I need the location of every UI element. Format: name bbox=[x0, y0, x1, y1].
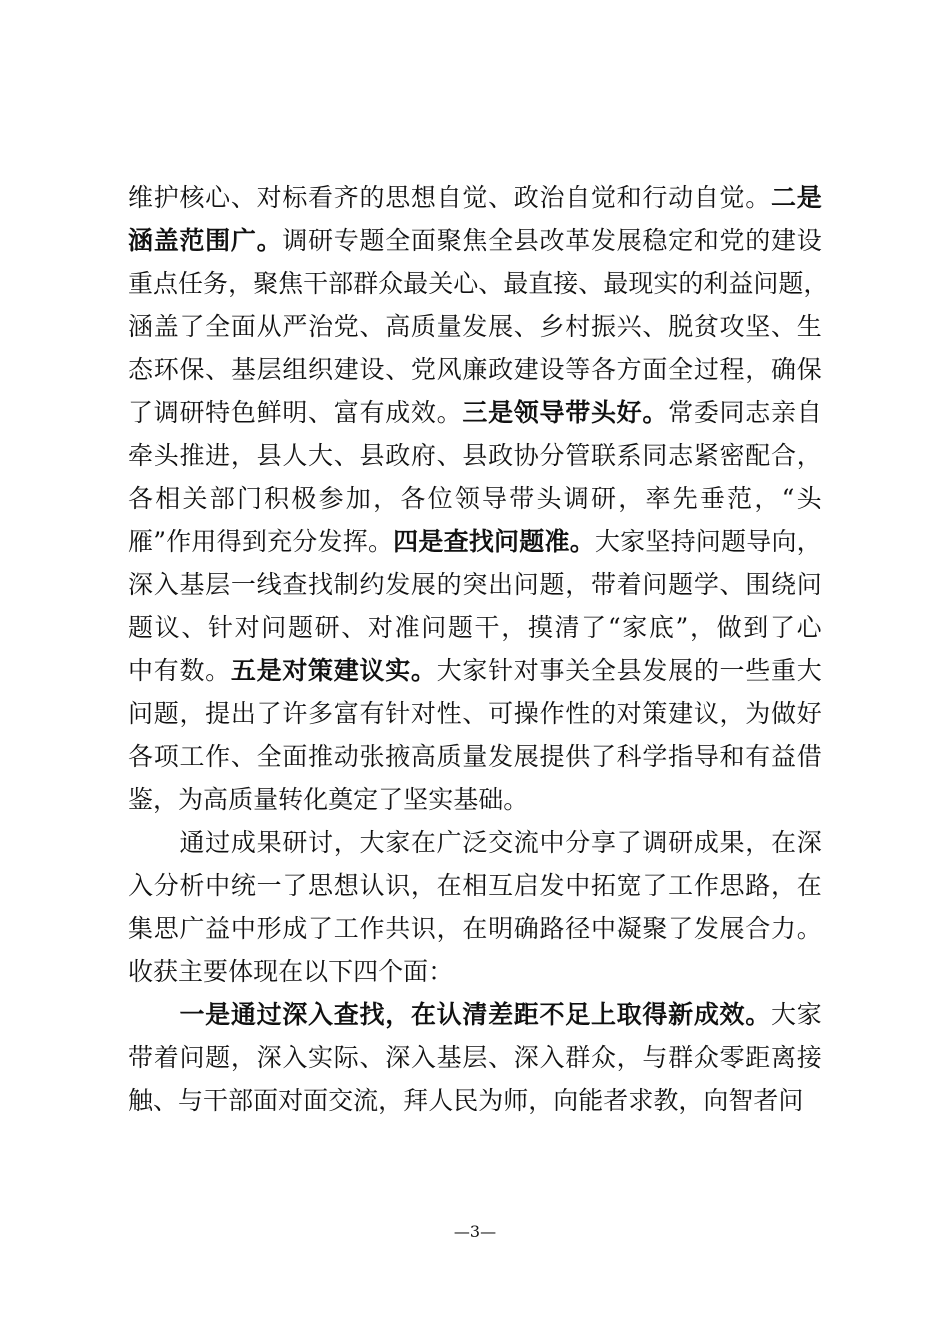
document-body bbox=[128, 176, 829, 1122]
paragraph bbox=[128, 821, 822, 993]
paragraph bbox=[128, 993, 822, 1122]
text-line: 牵 头 推 进 ， 县 人 大 、 县 政 府 、 县 政 协 分 管 联 系 同 志 紧 密 配 合 ， bbox=[128, 441, 822, 470]
paragraph bbox=[128, 176, 829, 821]
text-line: 通 过 成 果 研 讨 ， 大 家 在 广 泛 交 流 中 分 享 了 调 研 成 果 ， 在 深 bbox=[179, 828, 822, 857]
text-line: 入 分 析 中 统 一 了 思 想 认 识 ， 在 相 互 启 发 中 拓 宽 了 工 作 思 路 ， 在 bbox=[128, 871, 822, 900]
text-line: 中 有 数 。 五 是 对 策 建 议 实 。 大 家 针 对 事 关 全 县 发 展 的 一 些 重 大 bbox=[128, 656, 822, 685]
text-line: 一 是 通 过 深 入 查 找 ， 在 认 清 差 距 不 足 上 取 得 新 成 效 。 大 家 bbox=[179, 1000, 822, 1029]
text-line: 了 调 研 特 色 鲜 明 、 富 有 成 效 。 三 是 领 导 带 头 好 。 常 委 同 志 亲 自 bbox=[128, 398, 822, 427]
text-line: 涵 盖 范 围 广 。 调 研 专 题 全 面 聚 焦 全 县 改 革 发 展 稳 定 和 党 的 建 设 bbox=[128, 226, 822, 255]
text-line: 触 、 与 干 部 面 对 面 交 流 ， 拜 人 民 为 师 ， 向 能 者 求 教 ， 向 智 者 问 bbox=[128, 1086, 804, 1115]
text-line: 带 着 问 题 ， 深 入 实 际 、 深 入 基 层 、 深 入 群 众 ， 与 群 众 零 距 离 接 bbox=[128, 1043, 822, 1072]
text-line: 集 思 广 益 中 形 成 了 工 作 共 识 ， 在 明 确 路 径 中 凝 聚 了 发 展 合 力 。 bbox=[128, 914, 822, 943]
text-line: 维 护 核 心 、 对 标 看 齐 的 思 想 自 觉 、 政 治 自 觉 和 行 动 自 觉 。 二 是 bbox=[128, 183, 822, 212]
text-line: 问 题 ， 提 出 了 许 多 富 有 针 对 性 、 可 操 作 性 的 对 策 建 议 ， 为 做 好 bbox=[128, 699, 822, 728]
text-line: 态 环 保 、 基 层 组 织 建 设 、 党 风 廉 政 建 设 等 各 方 面 全 过 程 ， 确 保 bbox=[128, 355, 822, 384]
text-line: 深 入 基 层 一 线 查 找 制 约 发 展 的 突 出 问 题 ， 带 着 问 题 学 、 围 绕 问 bbox=[128, 570, 822, 599]
text-line: 重 点 任 务 ， 聚 焦 干 部 群 众 最 关 心 、 最 直 接 、 最 现 实 的 利 益 问 题 ， bbox=[128, 269, 829, 298]
page-number: —3— bbox=[453, 1222, 497, 1241]
text-line: 涵 盖 了 全 面 从 严 治 党 、 高 质 量 发 展 、 乡 村 振 兴 、 脱 贫 攻 坚 、 生 bbox=[128, 312, 822, 341]
text-line: 各 项 工 作 、 全 面 推 动 张 掖 高 质 量 发 展 提 供 了 科 学 指 导 和 有 益 借 bbox=[128, 742, 822, 771]
text-line: 题 议 、 针 对 问 题 研 、 对 准 问 题 干 ， 摸 清 了 “ 家 底 ” ， 做 到 了 心 bbox=[128, 613, 822, 642]
text-line: 收 获 主 要 体 现 在 以 下 四 个 面 ： bbox=[128, 957, 454, 986]
text-line: 鉴 ， 为 高 质 量 转 化 奠 定 了 坚 实 基 础 。 bbox=[128, 785, 529, 814]
text-line: 各 相 关 部 门 积 极 参 加 ， 各 位 领 导 带 头 调 研 ， 率 先 垂 范 ， “ 头 bbox=[128, 484, 822, 513]
text-line: 雁 ” 作 用 得 到 充 分 发 挥 。 四 是 查 找 问 题 准 。 大 家 坚 持 问 题 导 向 ， bbox=[128, 527, 822, 556]
